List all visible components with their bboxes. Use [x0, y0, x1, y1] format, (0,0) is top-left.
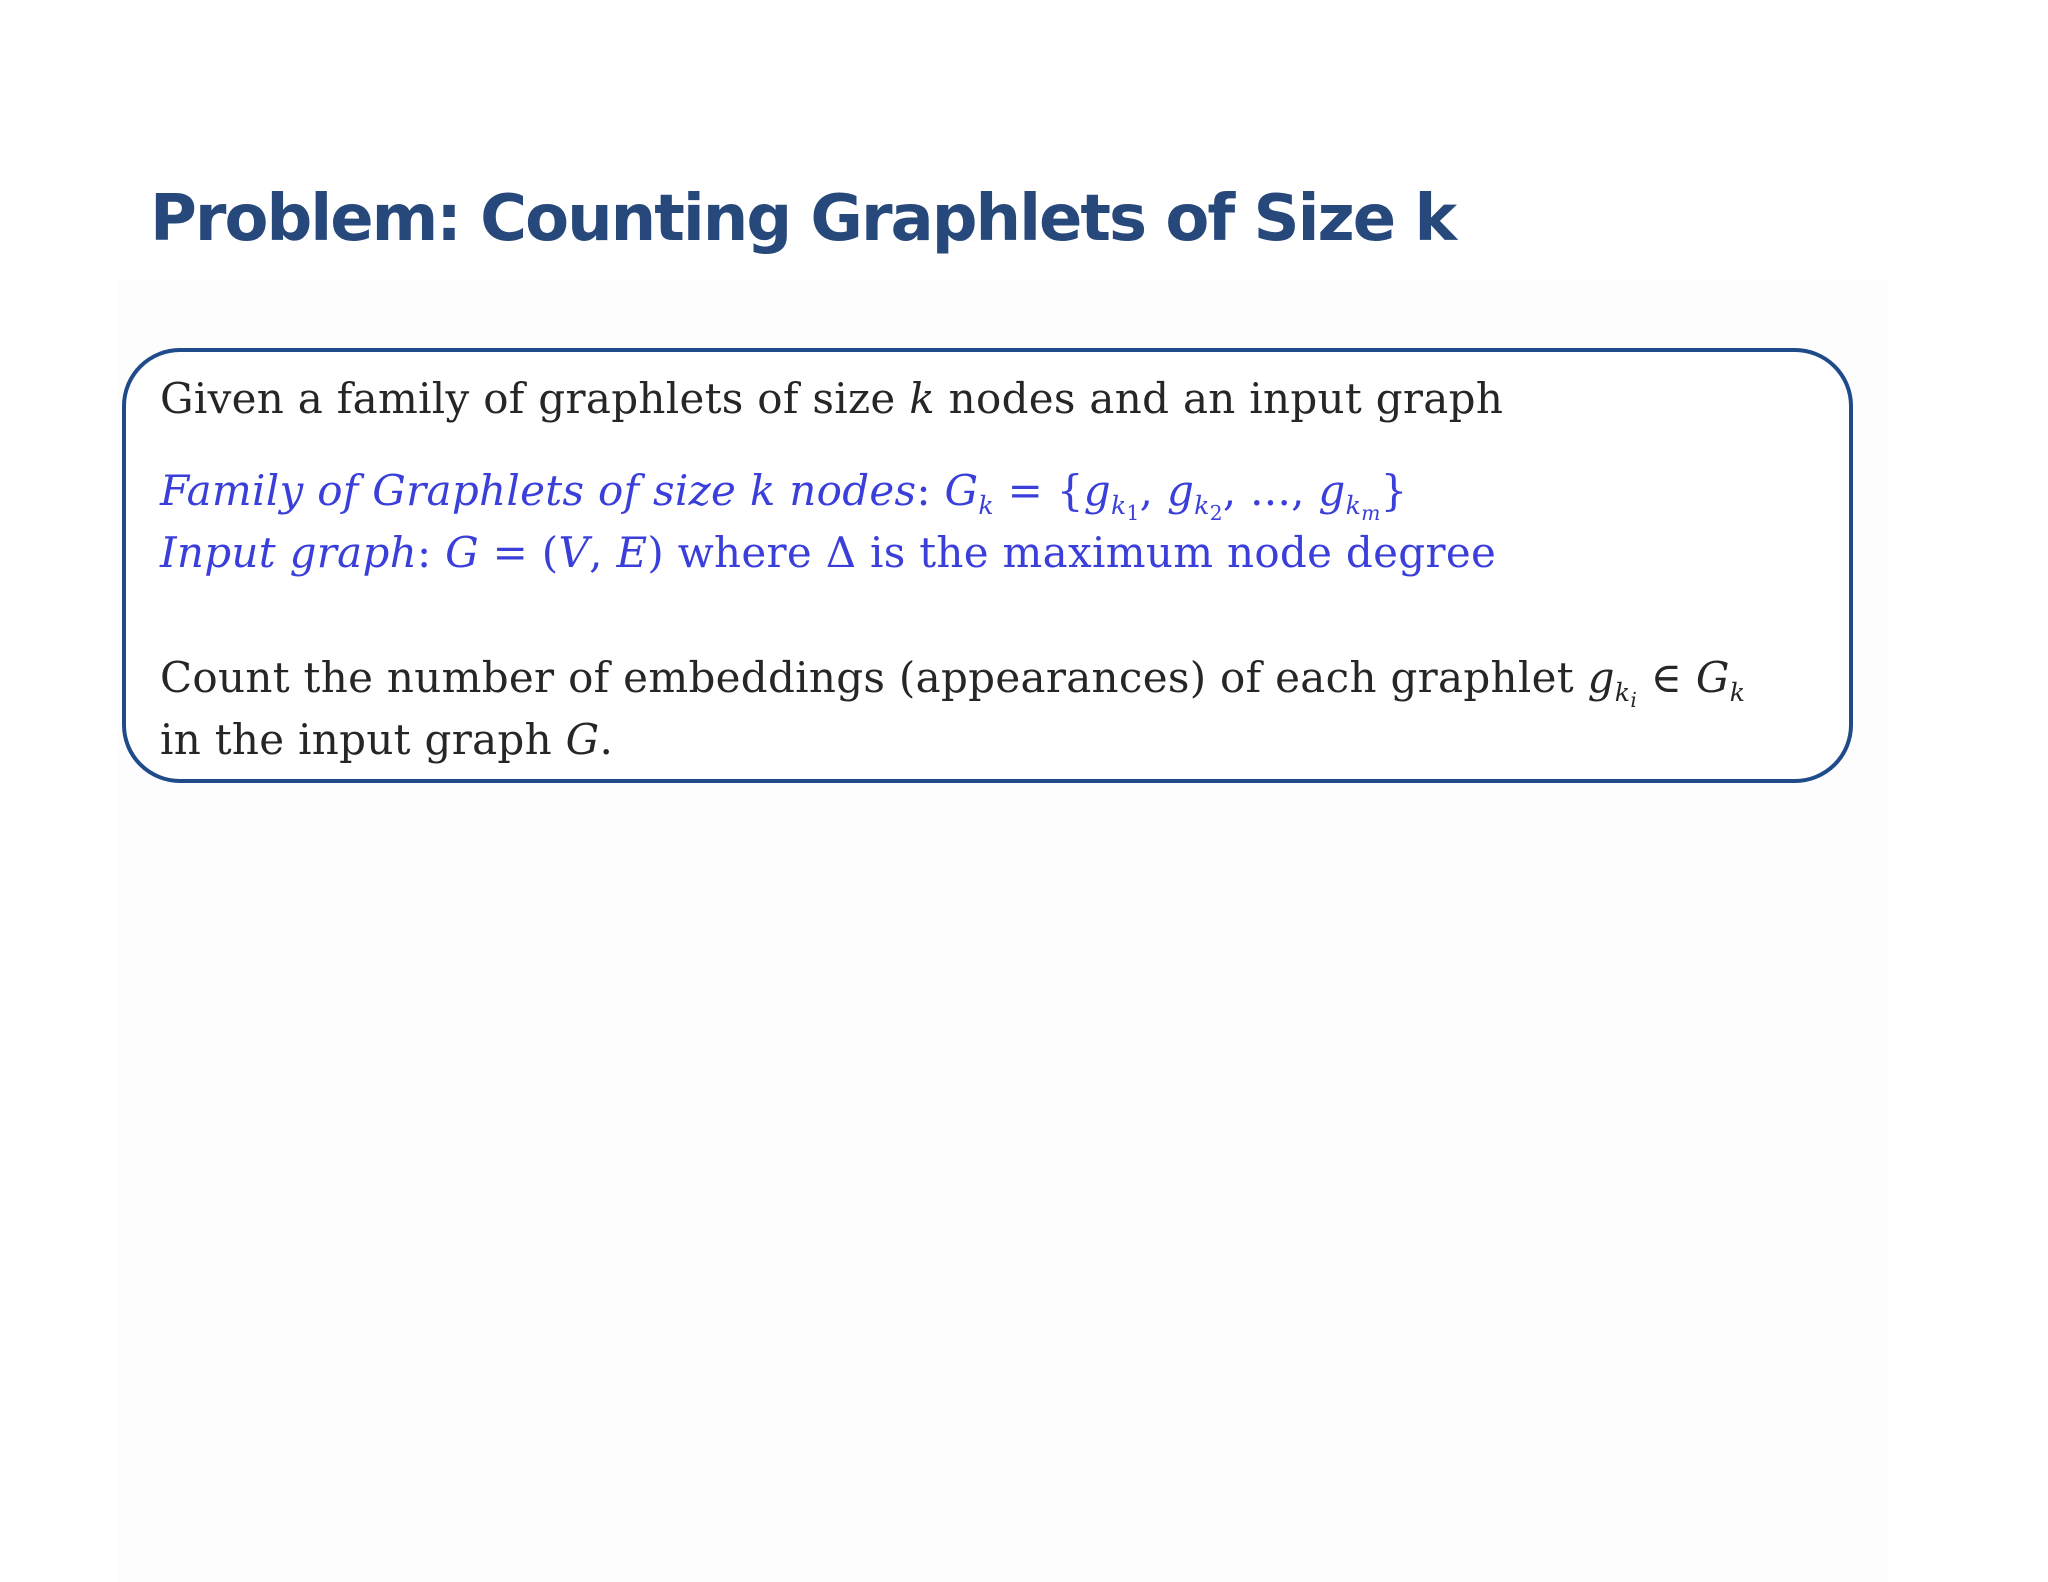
family-label: Family of Graphlets of size k nodes [160, 466, 917, 515]
count-statement-line1: Count the number of embeddings (appearances) of each graphlet $g_{k_i}$ ∈ $G_k$ [160, 653, 1746, 712]
count-statement-line2: in the input graph G. [160, 715, 614, 764]
given-statement: Given a family of graphlets of size k nodes and an input graph [160, 374, 1504, 423]
slide-title: Problem: Counting Graphlets of Size k [150, 182, 1455, 256]
input-graph-label: Input graph [160, 528, 418, 577]
graphlet-family-symbol: G [944, 466, 979, 515]
input-graph-definition: Input graph: G = (V, E) where Δ is the maximum node degree [160, 528, 1497, 577]
family-definition: Family of Graphlets of size k nodes: $G_k = \{g_{k_1}$, $g_{k_2}$, ..., $g_{k_m}$} [160, 466, 1408, 525]
